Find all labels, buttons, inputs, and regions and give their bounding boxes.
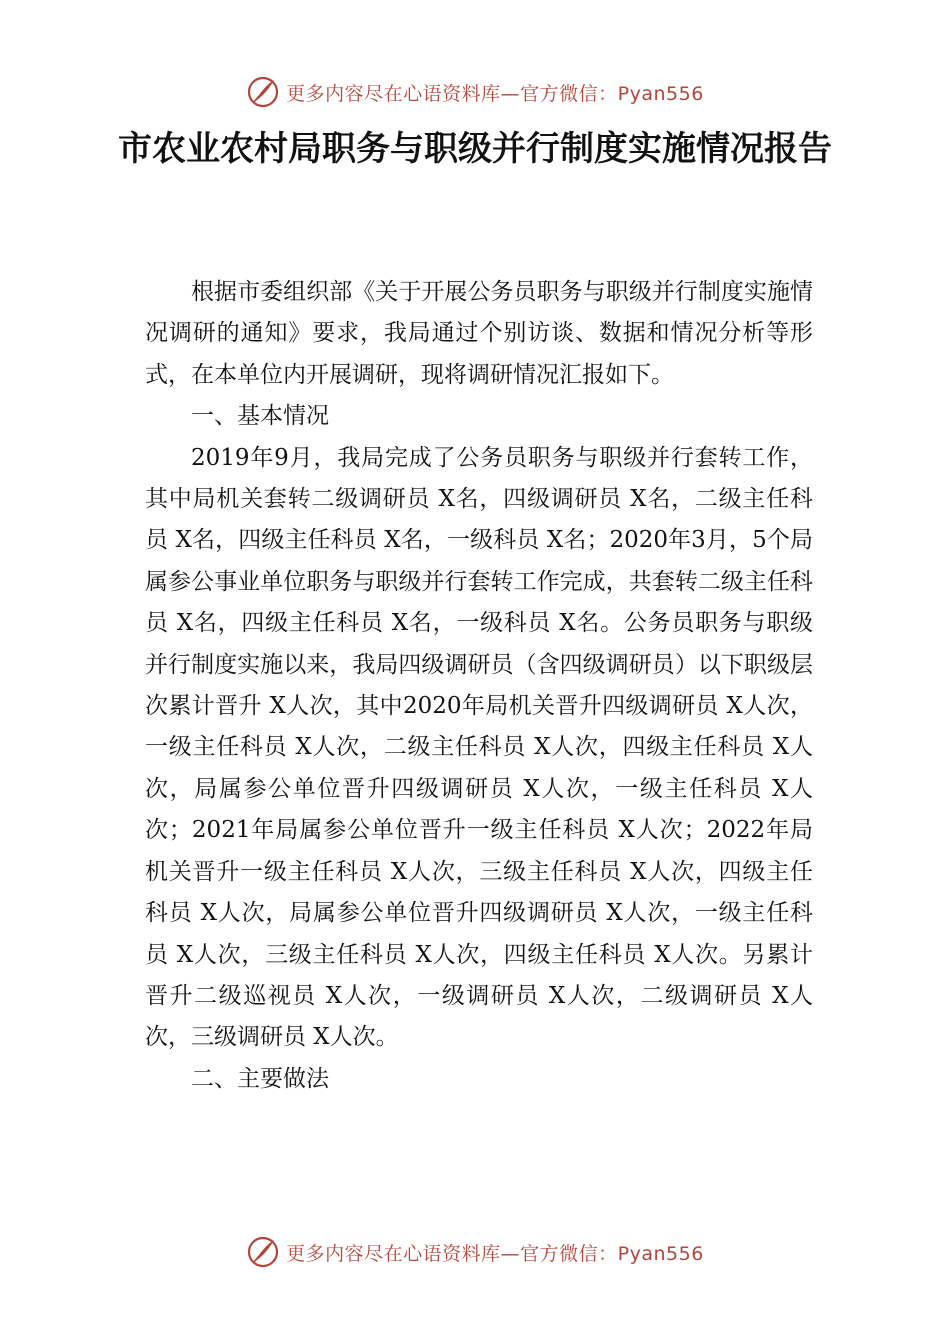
header-watermark [0, 72, 950, 112]
section-heading-practices: 二、主要做法 [191, 1065, 329, 1092]
section-heading-basic: 一、基本情况 [191, 403, 329, 430]
intro-paragraph: 根据市委组织部《关于开展公务员职务与职级并行制度实施情况调研的通知》要求，我局通过个别访谈、数据和情况分析等形式，在本单位内开展调研，现将调研情况汇报如下。 [145, 279, 813, 388]
document-title: 市农业农村局职务与职级并行制度实施情况报告 [118, 129, 832, 169]
quill-logo-icon [246, 75, 280, 109]
watermark-text: 更多内容尽在心语资料库—官方微信：Pyan556 [286, 82, 704, 105]
basic-info-paragraph: 2019年9月，我局完成了公务员职务与职级并行套转工作，其中局机关套转二级调研员 X名，四级调研员 X名，二级主任科员 X名，四级主任科员 X名，一级科员 X名；2020年3月，5个局属参公事业单位职务与职级并行套转工作完成，共套转二级主任科员 X名，四级主任科员 X名，一级科员 X名。公务员职务与职级并行制度实施以来，我局四级调研员（含四级调研员）以下职级层次累计晋升 X人次，其中2020年局机关晋升四级调研员 X人次，一级主任科员 X人次，二级主任科员 X人次，四级主任科员 X人次，局属参公单位晋升四级调研员 X人次，一级主任科员 X人次；2021年局属参公单位晋升一级主任科员 X人次；2022年局机关晋升一级主任科员 X人次，三级主任科员 X人次，四级主任科员 X人次，局属参公单位晋升四级调研员 X人次，一级主任科员 X人次，三级主任科员 X人次，四级主任科员 X人次。另累计晋升二级巡视员 X人次，一级调研员 X人次，二级调研员 X人次，三级调研员 X人次。 [145, 444, 813, 1051]
quill-logo-icon [246, 1235, 280, 1269]
document-body [145, 272, 813, 1100]
watermark-text: 更多内容尽在心语资料库—官方微信：Pyan556 [286, 1242, 704, 1265]
footer-watermark [0, 1232, 950, 1272]
